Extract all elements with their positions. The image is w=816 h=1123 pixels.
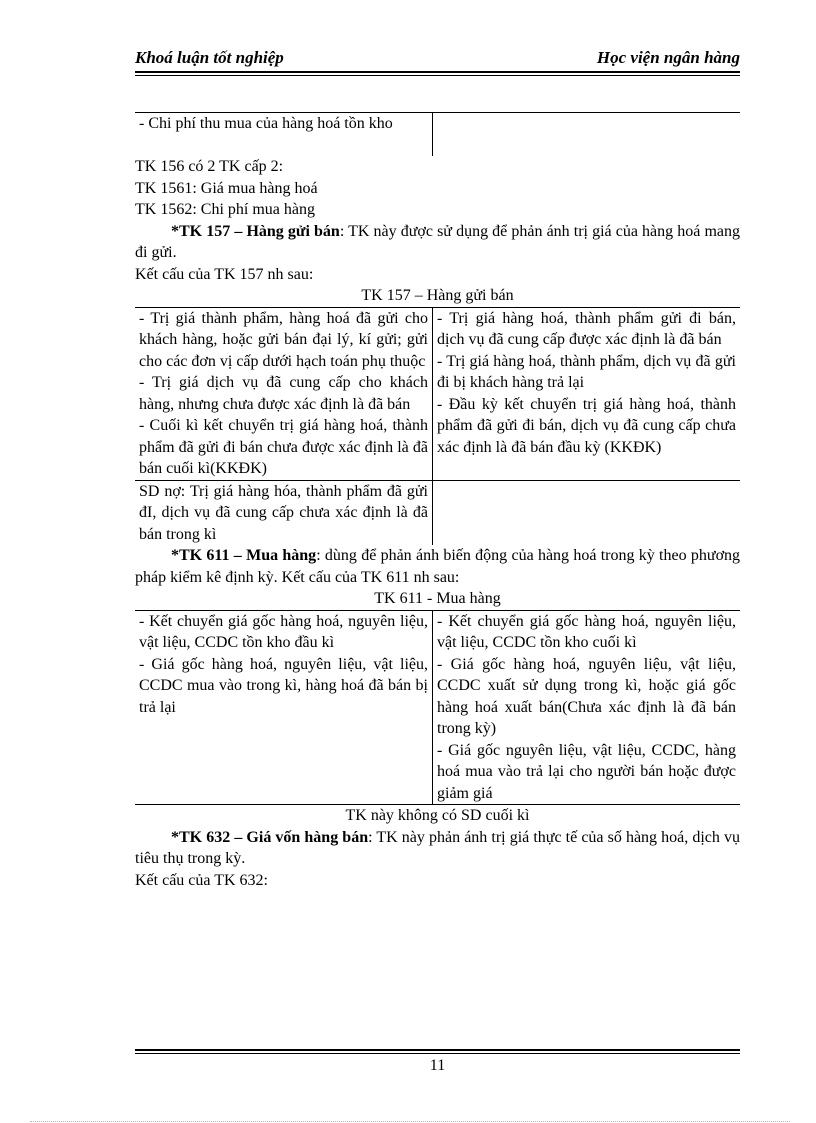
tk632-name: Giá vốn hàng bán	[246, 828, 369, 846]
tk632-desc: : TK này phản ánh trị giá thực tế của số hàng hoá, dịch vụ tiêu thụ trong kỳ.	[135, 828, 740, 867]
tk611-debit-item: - Giá gốc hàng hoá, nguyên liệu, vật liệu, CCDC mua vào trong kì, hàng hoá đã bán bị trả lại	[139, 655, 428, 716]
tk611-credit-item: - Kết chuyển giá gốc hàng hoá, nguyên liệu, vật liệu, CCDC tồn kho cuối kì	[437, 612, 736, 651]
tk611-desc: : dùng để phản ánh biến động của hàng hoá trong kỳ theo phương pháp kiểm kê định kỳ. Kết cấu của TK 611 nh sau:	[135, 547, 741, 586]
footer-rule-thin	[135, 1053, 740, 1054]
document-body	[135, 112, 740, 891]
header-rule-thin	[135, 75, 740, 76]
tk157-credit-item: - Trị giá hàng hoá, thành phẩm, dịch vụ đã gửi đi bị khách hàng trả lại	[437, 352, 736, 391]
page-number: 11	[429, 1057, 446, 1074]
tk611-credit-item: - Giá gốc hàng hoá, nguyên liệu, vật liệu, CCDC xuất sử dụng trong kì, hoặc giá gốc hàng hoá xuất bán(Chưa xác định là đã bán trong kỳ)	[437, 655, 736, 737]
tk157-balance-cell	[135, 481, 433, 546]
tk157-structure: Kết cấu của TK 157 nh sau:	[135, 265, 314, 283]
header-rule	[135, 71, 740, 73]
tk157-table-row	[135, 308, 740, 480]
tk157-name: Hàng gửi bán	[246, 222, 340, 240]
tk157-desc: : TK này được sử dụng để phản ánh trị giá của hàng hoá mang đi gửi.	[135, 222, 741, 261]
header-left-title: Khoá luận tốt nghiệp	[135, 48, 284, 67]
tk157-balance-row	[135, 481, 740, 546]
tk611-intro	[135, 545, 740, 588]
tk632-intro	[135, 827, 740, 870]
tk157-credit-cell	[433, 308, 740, 480]
tk157-debit-item: - Cuối kì kết chuyển trị giá hàng hoá, thành phẩm đã gửi đi bán chưa được xác định là đã bán cuối kì(KKĐK)	[139, 417, 428, 477]
tk156-credit-cell	[433, 113, 740, 156]
tk156-debit-cell	[135, 113, 433, 156]
tk156-debit-item: - Chi phí thu mua của hàng hoá tồn kho	[139, 115, 393, 132]
tk611-credit-cell	[433, 611, 740, 805]
tk157-intro	[135, 221, 740, 264]
tk611-prefix: *TK 611 –	[171, 547, 247, 564]
tk157-credit-item: - Đầu kỳ kết chuyển trị giá hàng hoá, thành phẩm đã gửi đi bán, dịch vụ đã cung cấp chưa xác định là đã bán đầu kỳ (KKĐK)	[437, 395, 736, 456]
tk156-line: TK 1562: Chi phí mua hàng	[135, 201, 315, 218]
tk611-name: Mua hàng	[246, 547, 317, 564]
tk156-table-row	[135, 113, 740, 156]
tk157-title: TK 157 – Hàng gửi bán	[361, 287, 514, 304]
tk157-balance-empty	[433, 481, 740, 546]
tk611-credit-item: - Giá gốc nguyên liệu, vật liệu, CCDC, hàng hoá mua vào trả lại cho người bán hoặc được giảm giá	[437, 741, 736, 802]
tk611-no-balance: TK này không có SD cuối kì	[345, 807, 530, 824]
header-right-title: Học viện ngân hàng	[596, 48, 740, 67]
tk157-debit-item: - Trị giá dịch vụ đã cung cấp cho khách hàng, nhưng chưa được xác định là đã bán	[139, 374, 428, 413]
tk157-balance: SD nợ: Trị giá hàng hóa, thành phẩm đã gửi đI, dịch vụ đã cung cấp chưa xác định là đã bán trong kì	[139, 482, 428, 543]
tk157-debit-cell	[135, 308, 433, 480]
tk157-prefix: *TK 157 –	[171, 222, 247, 240]
tk632-prefix: *TK 632 –	[171, 828, 247, 846]
tk156-line: TK 1561: Giá mua hàng hoá	[135, 179, 318, 197]
tk611-table-row	[135, 611, 740, 805]
tk632-structure: Kết cấu của TK 632:	[135, 871, 268, 889]
page-header	[135, 48, 740, 72]
tk157-credit-item: - Trị giá hàng hoá, thành phẩm gửi đi bán, dịch vụ đã cung cấp được xác định là đã bán	[437, 309, 736, 348]
tk611-title: TK 611 - Mua hàng	[374, 590, 501, 607]
document-page	[135, 0, 740, 1123]
tk611-debit-cell	[135, 611, 433, 805]
footer-rule	[135, 1049, 740, 1051]
tk157-debit-item: - Trị giá thành phẩm, hàng hoá đã gửi cho khách hàng, hoặc gửi bán đại lý, kí gửi; gửi cho các đơn vị cấp dưới hạch toán phụ thuộc	[139, 309, 428, 370]
tk156-line: TK 156 có 2 TK cấp 2:	[135, 158, 284, 175]
page-edge-dotted-line	[30, 1121, 790, 1122]
tk611-debit-item: - Kết chuyển giá gốc hàng hoá, nguyên liệu, vật liệu, CCDC tồn kho đầu kì	[139, 612, 428, 651]
